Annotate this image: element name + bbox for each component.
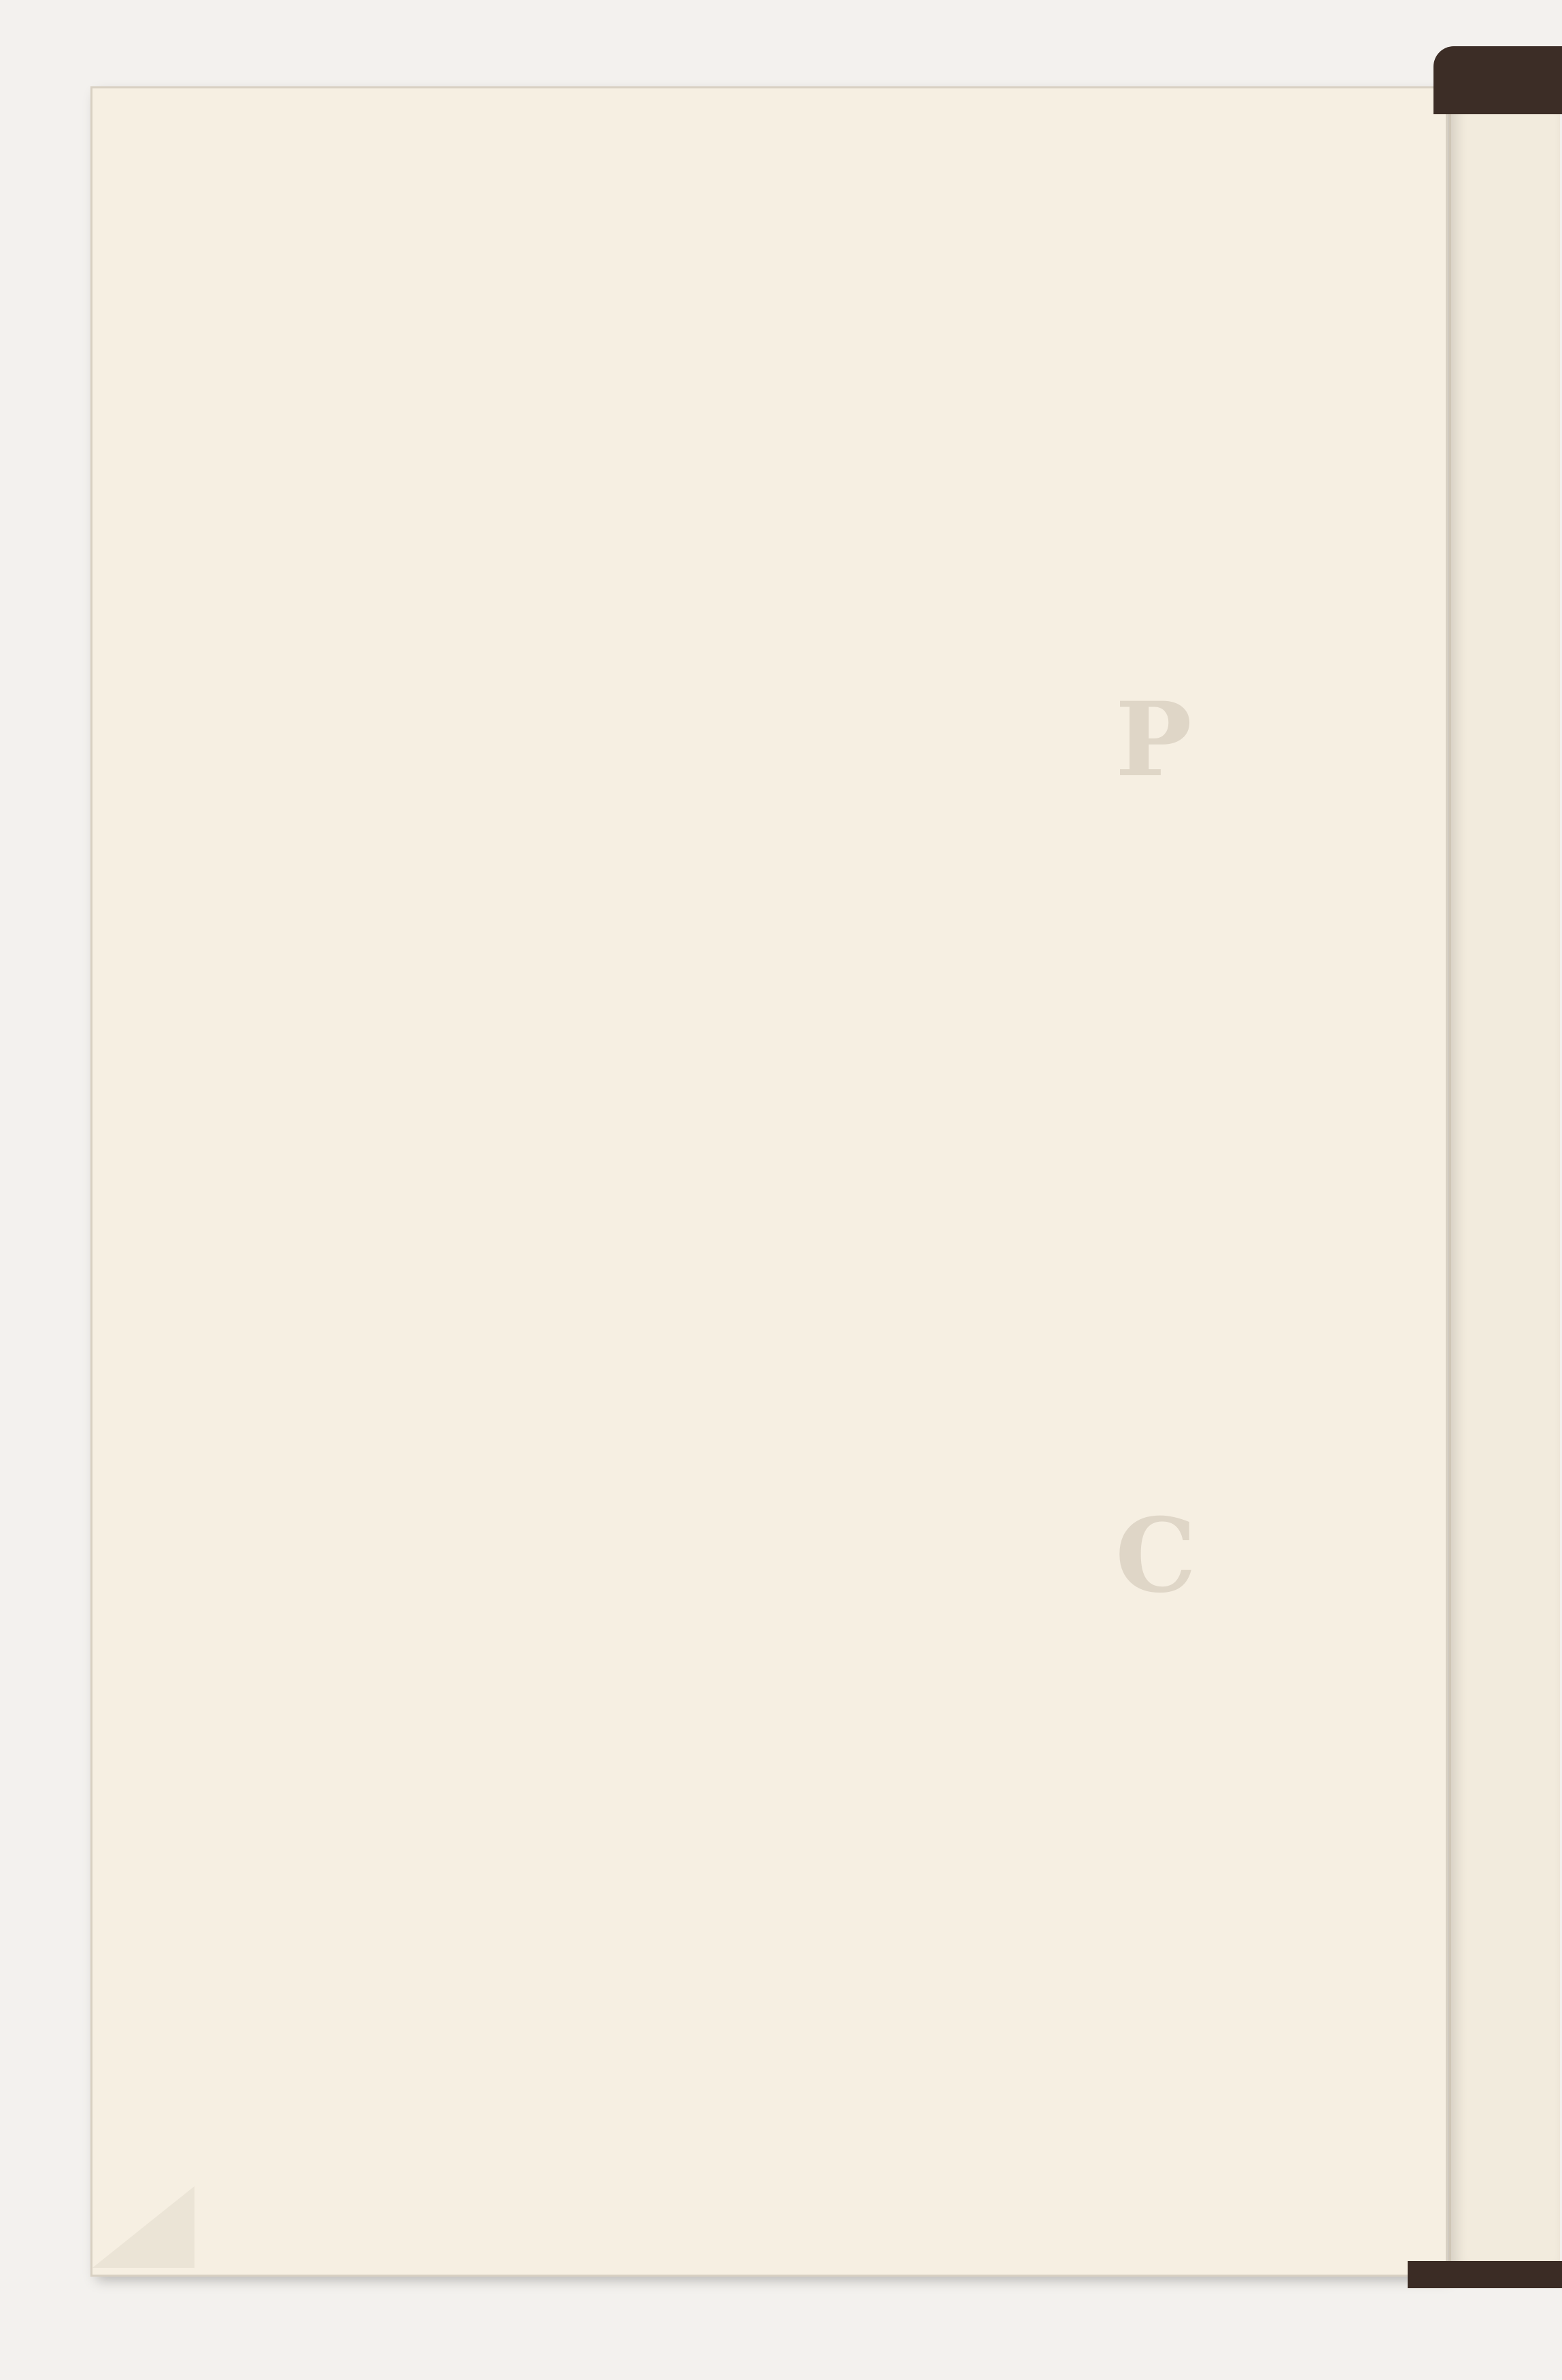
facing-page-edge — [1448, 102, 1560, 2271]
folded-corner — [92, 2186, 194, 2268]
manuscript-page — [92, 88, 1446, 2275]
binding-corner — [1433, 46, 1562, 114]
bleed-through-mark: C — [1115, 1496, 1197, 1616]
binding-bottom-edge — [1408, 2261, 1562, 2288]
bleed-through-mark: P — [1115, 680, 1192, 800]
